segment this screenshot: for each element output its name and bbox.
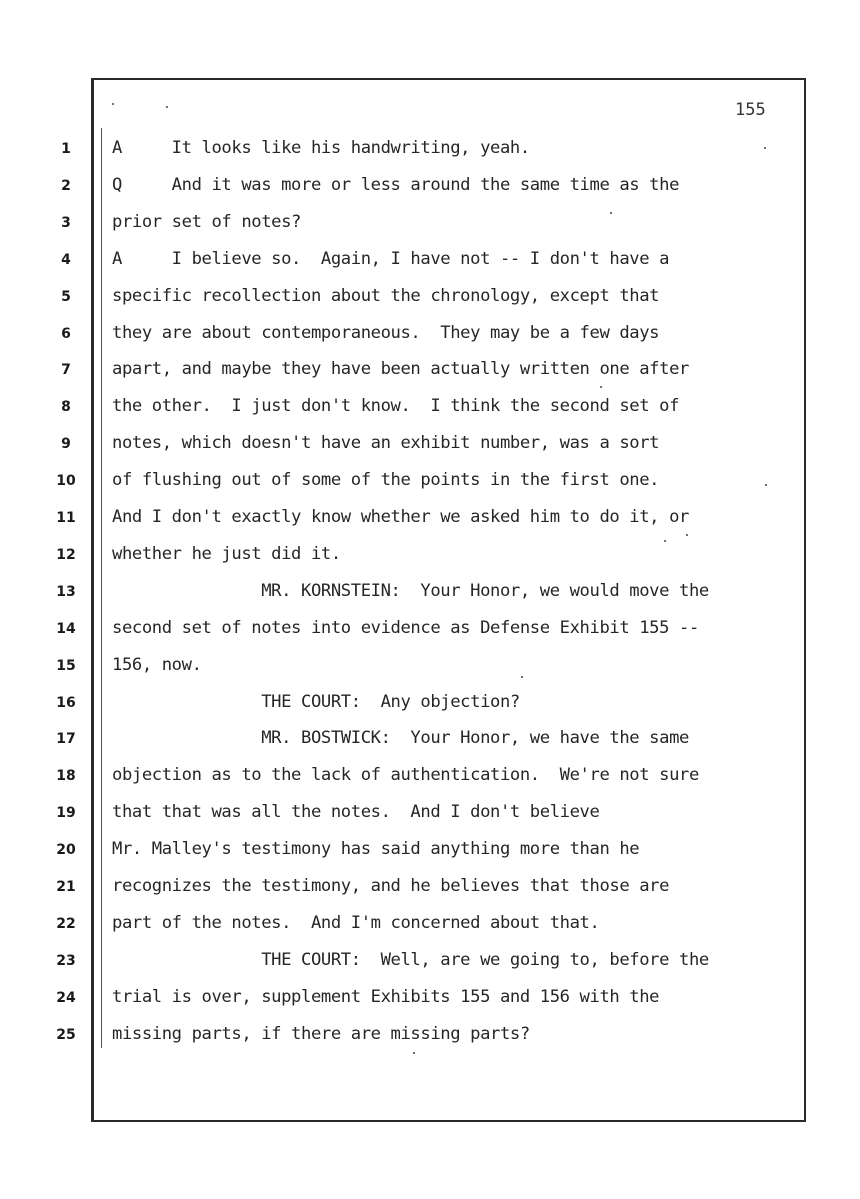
page-number: 155: [735, 100, 766, 120]
line-number: 15: [56, 658, 76, 674]
scan-speck: [521, 676, 523, 678]
line-number: 12: [56, 547, 76, 563]
scan-speck: [600, 386, 602, 388]
line-number: 11: [56, 510, 76, 526]
line-number: 18: [56, 768, 76, 784]
line-number: 1: [61, 141, 71, 157]
transcript-line: apart, and maybe they have been actually written one after: [112, 359, 689, 379]
left-margin-rule: [101, 128, 102, 1048]
transcript-line: MR. BOSTWICK: Your Honor, we have the same: [112, 728, 689, 748]
transcript-line: notes, which doesn't have an exhibit number, was a sort: [112, 433, 660, 453]
line-number: 2: [61, 178, 71, 194]
transcript-line: whether he just did it.: [112, 544, 341, 564]
line-number: 19: [56, 805, 76, 821]
transcript-line: trial is over, supplement Exhibits 155 and 156 with the: [112, 987, 660, 1007]
line-number: 13: [56, 584, 76, 600]
line-number: 3: [61, 215, 71, 231]
transcript-line: missing parts, if there are missing parts?: [112, 1024, 530, 1044]
line-number: 24: [56, 990, 76, 1006]
scan-speck: [413, 1052, 415, 1054]
transcript-line: they are about contemporaneous. They may be a few days: [112, 323, 660, 343]
line-number: 22: [56, 916, 76, 932]
line-number: 6: [61, 326, 71, 342]
transcript-line: MR. KORNSTEIN: Your Honor, we would move the: [112, 581, 709, 601]
transcript-line: THE COURT: Well, are we going to, before the: [112, 950, 709, 970]
scan-speck: [166, 106, 168, 108]
transcript-line: specific recollection about the chronology, except that: [112, 286, 660, 306]
line-number: 4: [61, 252, 71, 268]
transcript-line: 156, now.: [112, 655, 202, 675]
line-number: 14: [56, 621, 76, 637]
line-number: 17: [56, 731, 76, 747]
transcript-line: recognizes the testimony, and he believes that those are: [112, 876, 670, 896]
transcript-line: Mr. Malley's testimony has said anything more than he: [112, 839, 640, 859]
line-number: 25: [56, 1027, 76, 1043]
transcript-line: prior set of notes?: [112, 212, 302, 232]
transcript-line: A I believe so. Again, I have not -- I don't have a: [112, 249, 670, 269]
line-number: 7: [61, 362, 71, 378]
line-number: 21: [56, 879, 76, 895]
transcript-line: A It looks like his handwriting, yeah.: [112, 138, 530, 158]
transcript-line: Q And it was more or less around the same time as the: [112, 175, 680, 195]
line-number: 23: [56, 953, 76, 969]
transcript-line: second set of notes into evidence as Defense Exhibit 155 --: [112, 618, 699, 638]
transcript-line: the other. I just don't know. I think the second set of: [112, 396, 680, 416]
line-number: 10: [56, 473, 76, 489]
transcript-line: that that was all the notes. And I don't believe: [112, 802, 600, 822]
transcript-line: THE COURT: Any objection?: [112, 692, 520, 712]
scan-speck: [112, 103, 114, 105]
line-number: 20: [56, 842, 76, 858]
line-number: 9: [61, 436, 71, 452]
transcript-line: part of the notes. And I'm concerned about that.: [112, 913, 600, 933]
scan-speck: [664, 540, 666, 542]
line-number: 16: [56, 695, 76, 711]
transcript-line: of flushing out of some of the points in the first one.: [112, 470, 660, 490]
line-number: 5: [61, 289, 71, 305]
scan-speck: [686, 534, 688, 536]
transcript-line: And I don't exactly know whether we asked him to do it, or: [112, 507, 689, 527]
transcript-line: objection as to the lack of authentication. We're not sure: [112, 765, 699, 785]
line-number: 8: [61, 399, 71, 415]
